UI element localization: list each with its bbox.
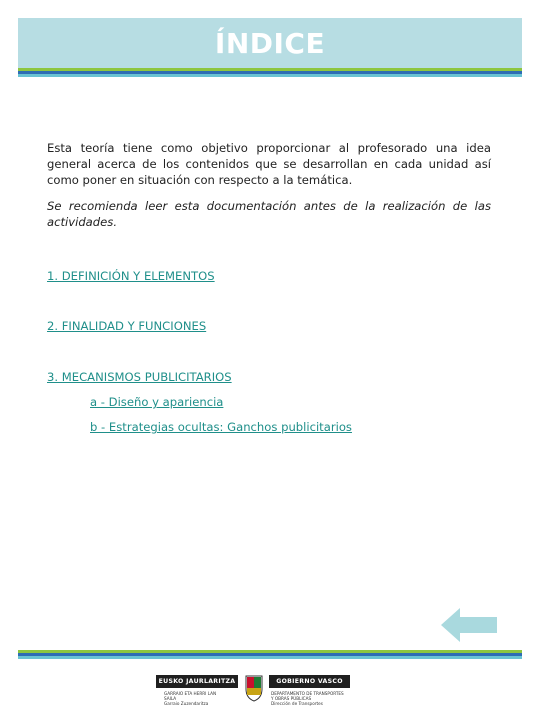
page-title: ÍNDICE	[214, 27, 326, 60]
back-button[interactable]	[440, 606, 498, 644]
intro-paragraph: Esta teoría tiene como objetivo proporcionar al profesorado una idea general acerca de los contenidos que se desarrollan en cada unidad así como poner en situación con respecto a la temática.	[47, 141, 491, 187]
arrow-left-icon	[440, 606, 498, 644]
logo-eusko-jaurlaritza: EUSKO JAURLARITZA	[156, 675, 238, 688]
intro-section	[47, 140, 491, 242]
footer-stripe-teal	[18, 656, 522, 659]
toc-sublink-diseno[interactable]: a - Diseño y apariencia	[90, 395, 224, 409]
header-banner	[18, 18, 522, 68]
dept-name-spanish: DEPARTAMENTO DE TRANSPORTES Y OBRAS PÚBLICAS Dirección de Transportes	[271, 691, 344, 706]
coat-of-arms-icon	[244, 674, 264, 702]
logo-gobierno-vasco: GOBIERNO VASCO	[269, 675, 350, 688]
recommendation-paragraph: Se recomienda leer esta documentación antes de la realización de las actividades.	[47, 199, 491, 229]
toc-link-definicion[interactable]: 1. DEFINICIÓN Y ELEMENTOS	[47, 269, 215, 283]
toc-link-mecanismos[interactable]: 3. MECANISMOS PUBLICITARIOS	[47, 370, 232, 384]
footer-logos	[156, 675, 350, 709]
header-stripe-teal	[18, 74, 522, 77]
toc-link-finalidad[interactable]: 2. FINALIDAD Y FUNCIONES	[47, 319, 207, 333]
toc-sublink-estrategias[interactable]: b - Estrategias ocultas: Ganchos publicitarios	[90, 420, 352, 434]
dept-name-basque: GARRAIO ETA HERRI LAN SAILA Garraio Zuzendaritza	[164, 691, 217, 706]
